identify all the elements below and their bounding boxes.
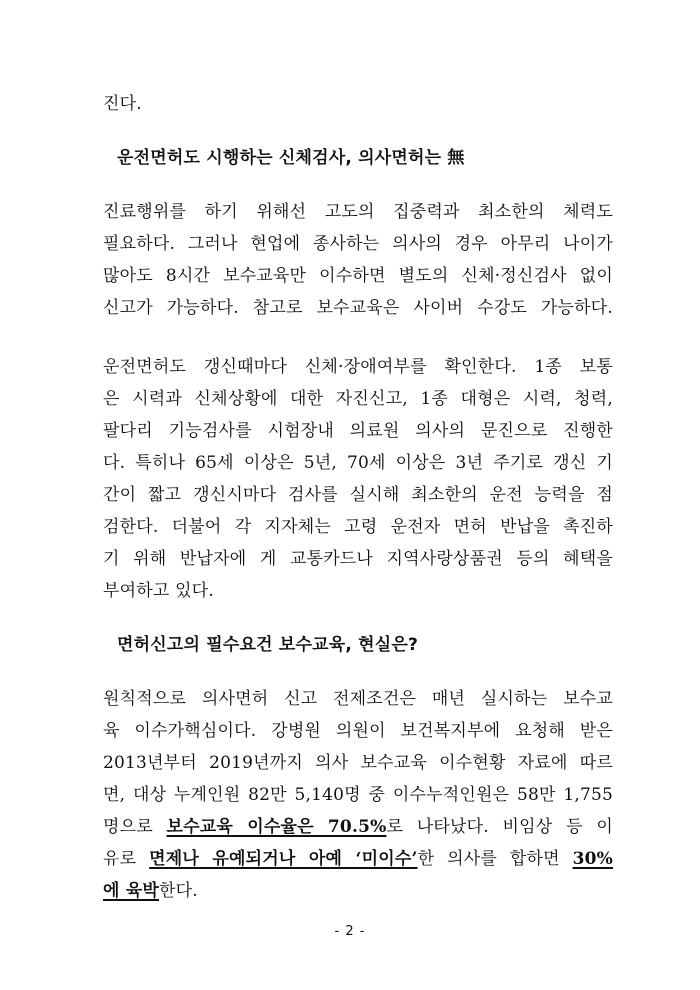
text-line: 운전면허도 갱신때마다 신체·장애여부를 확인한다. 1종 보통 bbox=[103, 357, 613, 377]
document-page bbox=[103, 88, 613, 907]
section1-paragraph-2 bbox=[103, 351, 613, 607]
text-line: 기 위해 반납자에 게 교통카드나 지역사랑상품권 등의 혜택을 bbox=[103, 549, 613, 569]
line-text: 유로 bbox=[103, 849, 150, 869]
text-line bbox=[103, 875, 613, 907]
text-line: 육 이수가핵심이다. 강병원 의원이 보건복지부에 요청해 받은 bbox=[103, 721, 613, 741]
section2-heading: 면허신고의 필수요건 보수교육, 현실은? bbox=[117, 635, 419, 655]
highlight-30-percent: 30% bbox=[572, 849, 613, 869]
text-line: 신고가 가능하다. 참고로 보수교육은 사이버 수강도 가능하다. bbox=[103, 298, 613, 318]
text-line: 간이 짧고 갱신시마다 검사를 실시해 최소한의 운전 능력을 점 bbox=[103, 485, 613, 505]
text-line: 은 시력과 신체상황에 대한 자진신고, 1종 대형은 시력, 청력, bbox=[103, 389, 613, 409]
text-line: 다. 특히나 65세 이상은 5년, 70세 이상은 3년 주기로 갱신 기 bbox=[103, 453, 613, 473]
section1-heading: 운전면허도 시행하는 신체검사, 의사면허는 無 bbox=[117, 148, 465, 168]
text-line bbox=[103, 811, 613, 843]
text-line: 필요하다. 그러나 현업에 종사하는 의사의 경우 아무리 나이가 bbox=[103, 234, 613, 254]
highlight-completion-rate: 보수교육 이수율은 70.5% bbox=[166, 817, 387, 837]
text-line: 많아도 8시간 보수교육만 이수하면 별도의 신체·정신검사 없이 bbox=[103, 266, 613, 286]
text-line: 팔다리 기능검사를 시험장내 의료원 의사의 문진으로 진행한 bbox=[103, 421, 613, 441]
text-line: 원칙적으로 의사면허 신고 전제조건은 매년 실시하는 보수교 bbox=[103, 689, 613, 709]
line-text: 로 나타났다. 비임상 등 이 bbox=[386, 817, 613, 837]
line-text: 한다. bbox=[158, 881, 198, 901]
text-line: 면, 대상 누계인원 82만 5,140명 중 이수누적인원은 58만 1,755 bbox=[103, 785, 613, 805]
line-text: 명으로 bbox=[103, 817, 167, 837]
text-line bbox=[103, 843, 613, 875]
highlight-approaching: 에 육박 bbox=[103, 881, 159, 901]
text-line: 검한다. 더불어 각 지자체는 고령 운전자 면허 반납을 촉진하 bbox=[103, 517, 613, 537]
text-line: 부여하고 있다. bbox=[103, 581, 214, 601]
text-line: 진료행위를 하기 위해선 고도의 집중력과 최소한의 체력도 bbox=[103, 202, 613, 222]
section1-paragraph-1 bbox=[103, 196, 613, 324]
intro-fragment: 진다. bbox=[103, 94, 142, 114]
page-number: - 2 - bbox=[334, 924, 366, 939]
text-line: 2013년부터 2019년까지 의사 보수교육 이수현황 자료에 따르 bbox=[103, 753, 613, 773]
line-text: 한 의사를 합하면 bbox=[417, 849, 573, 869]
highlight-exempt-or-incomplete: 면제나 유예되거나 아예 ‘미이수’ bbox=[149, 849, 418, 869]
section2-paragraph-1 bbox=[103, 683, 613, 907]
